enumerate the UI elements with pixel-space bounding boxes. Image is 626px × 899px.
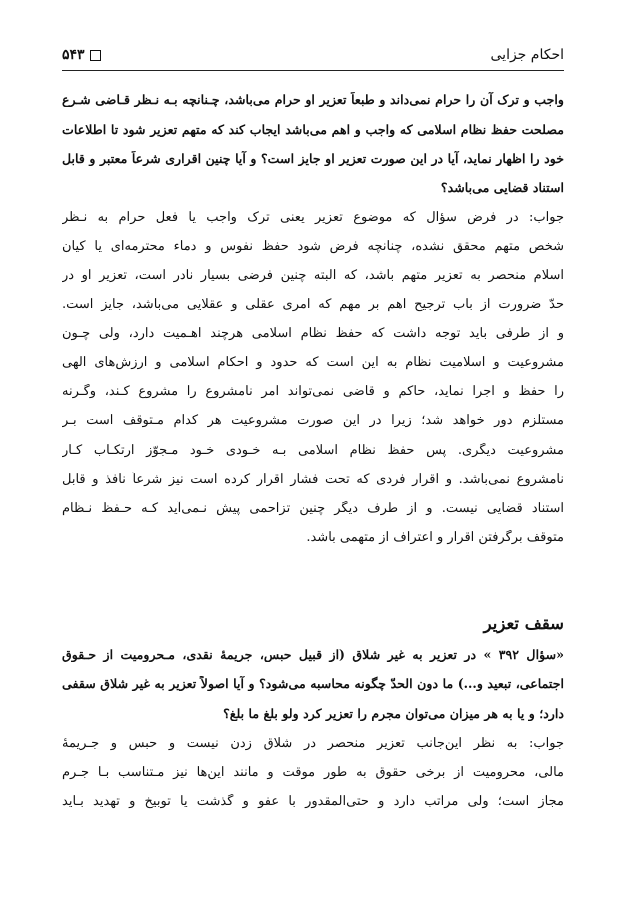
answer-391-line: مشروعیت دیگری. پس حفظ نظام اسلامی بـه خـودی خـود مـجوّز ارتکـاب کـار — [62, 443, 564, 458]
answer-392-line: مالی، محرومیت از برخی حقوق به طور موقت و مانند این‌ها نیز مـتناسب بـا جـرم — [62, 765, 564, 780]
running-title: احکام جزایی — [490, 47, 564, 63]
page-number — [62, 47, 101, 63]
question-391-line: واجب و ترک آن را حرام نمی‌داند و طبعاً تعزیر او حرام می‌باشد، چـنانچه بـه نـظر قـاضی شـرع — [62, 92, 564, 107]
answer-391-line: و از طرفی باید توجه داشت که حفظ نظام اسلامی هرچند اهـمیت دارد، ولی چـون — [62, 326, 564, 341]
answer-392-line: جواب: به نظر این‌جانب تعزیر منحصر در شلاق زدن نیست و حبس و جـریمهٔ — [62, 736, 564, 751]
answer-392-line: مجاز است؛ ولی مراتب دارد و حتی‌المقدور با عفو و گذشت یا توبیخ و تهدید بـاید — [62, 794, 564, 809]
question-392-line: «سؤال ۳۹۲ » در تعزیر به غیر شلاق (از قبیل حبس، جریمهٔ نقدی، مـحرومیت از حـقوق — [62, 647, 564, 662]
question-391-line: خود را اظهار نماید، آیا در این صورت تعزیر او جایز است؟ و آیا چنین اقراری شرعاً معتبر و قابل — [62, 151, 564, 166]
answer-391-line: را حفظ و اجرا نماید، حاکم و قاضی نمی‌تواند امر نامشروع را مشروع کـند، وگـرنه — [62, 384, 564, 399]
answer-391-line: متوقف برگرفتن اقرار و اعتراف از متهمی باشد. — [306, 530, 564, 545]
page-header — [62, 44, 564, 66]
question-391-line: مصلحت حفظ نظام اسلامی که واجب و اهم می‌باشد ایجاب کند که متهم تعزیر شود تا اطلاعات — [62, 122, 564, 137]
answer-391-line: جواب: در فرض سؤال که موضوع تعزیر یعنی ترک واجب یا فعل حرام به نـظر — [62, 210, 564, 225]
answer-391-line: شخص متهم محقق نشده، چنانچه فرض شود حفظ نفوس و دماء محترمه‌ای یا کیان — [62, 239, 564, 254]
page-number-text: ۵۴۳ — [62, 47, 85, 63]
square-ornament-icon — [90, 50, 101, 61]
answer-391-line: حدّ ضرورت از باب ترجیح اهم بر مهم که امری عقلی و عقلایی می‌باشد، جایز است. — [62, 297, 564, 312]
header-rule — [62, 70, 564, 71]
answer-391-line: نامشروع نمی‌باشد. و اقرار فردی که تحت فشار اقرار کرده است نیز شرعاً نافذ و قابل — [62, 472, 564, 487]
question-392-line: اجتماعی، تبعید و...) ما دون الحدّ چگونه محاسبه می‌شود؟ و آیا اصولاً تعزیر به غیر شلاق سقفی — [62, 676, 564, 691]
answer-391-line: مستلزم دور خواهد شد؛ زیرا در این صورت مشروعیت هر کدام مـتوقف است بـر — [62, 413, 564, 428]
question-392-line: دارد؛ و یا به هر میزان می‌توان مجرم را تعزیر کرد ولو بلغ ما بلغ؟ — [223, 706, 564, 721]
answer-391-line: مشروعیت و اسلامیت نظام به این است که حدود و احکام اسلامی و ارزش‌های الهی — [62, 355, 564, 370]
answer-391-line: اسلام منحصر به تعزیر متهم باشد، که البته چنین فرضی بسیار نادر است، تعزیر او در — [62, 268, 564, 283]
question-391-line: استناد قضایی می‌باشد؟ — [440, 180, 564, 195]
section-heading: سقف تعزیر — [483, 614, 564, 633]
answer-391-line: استناد قضایی نیست. و از طرف دیگر چنین تزاحمی پیش نـمی‌آید کـه حـفظ نـظام — [62, 501, 564, 516]
